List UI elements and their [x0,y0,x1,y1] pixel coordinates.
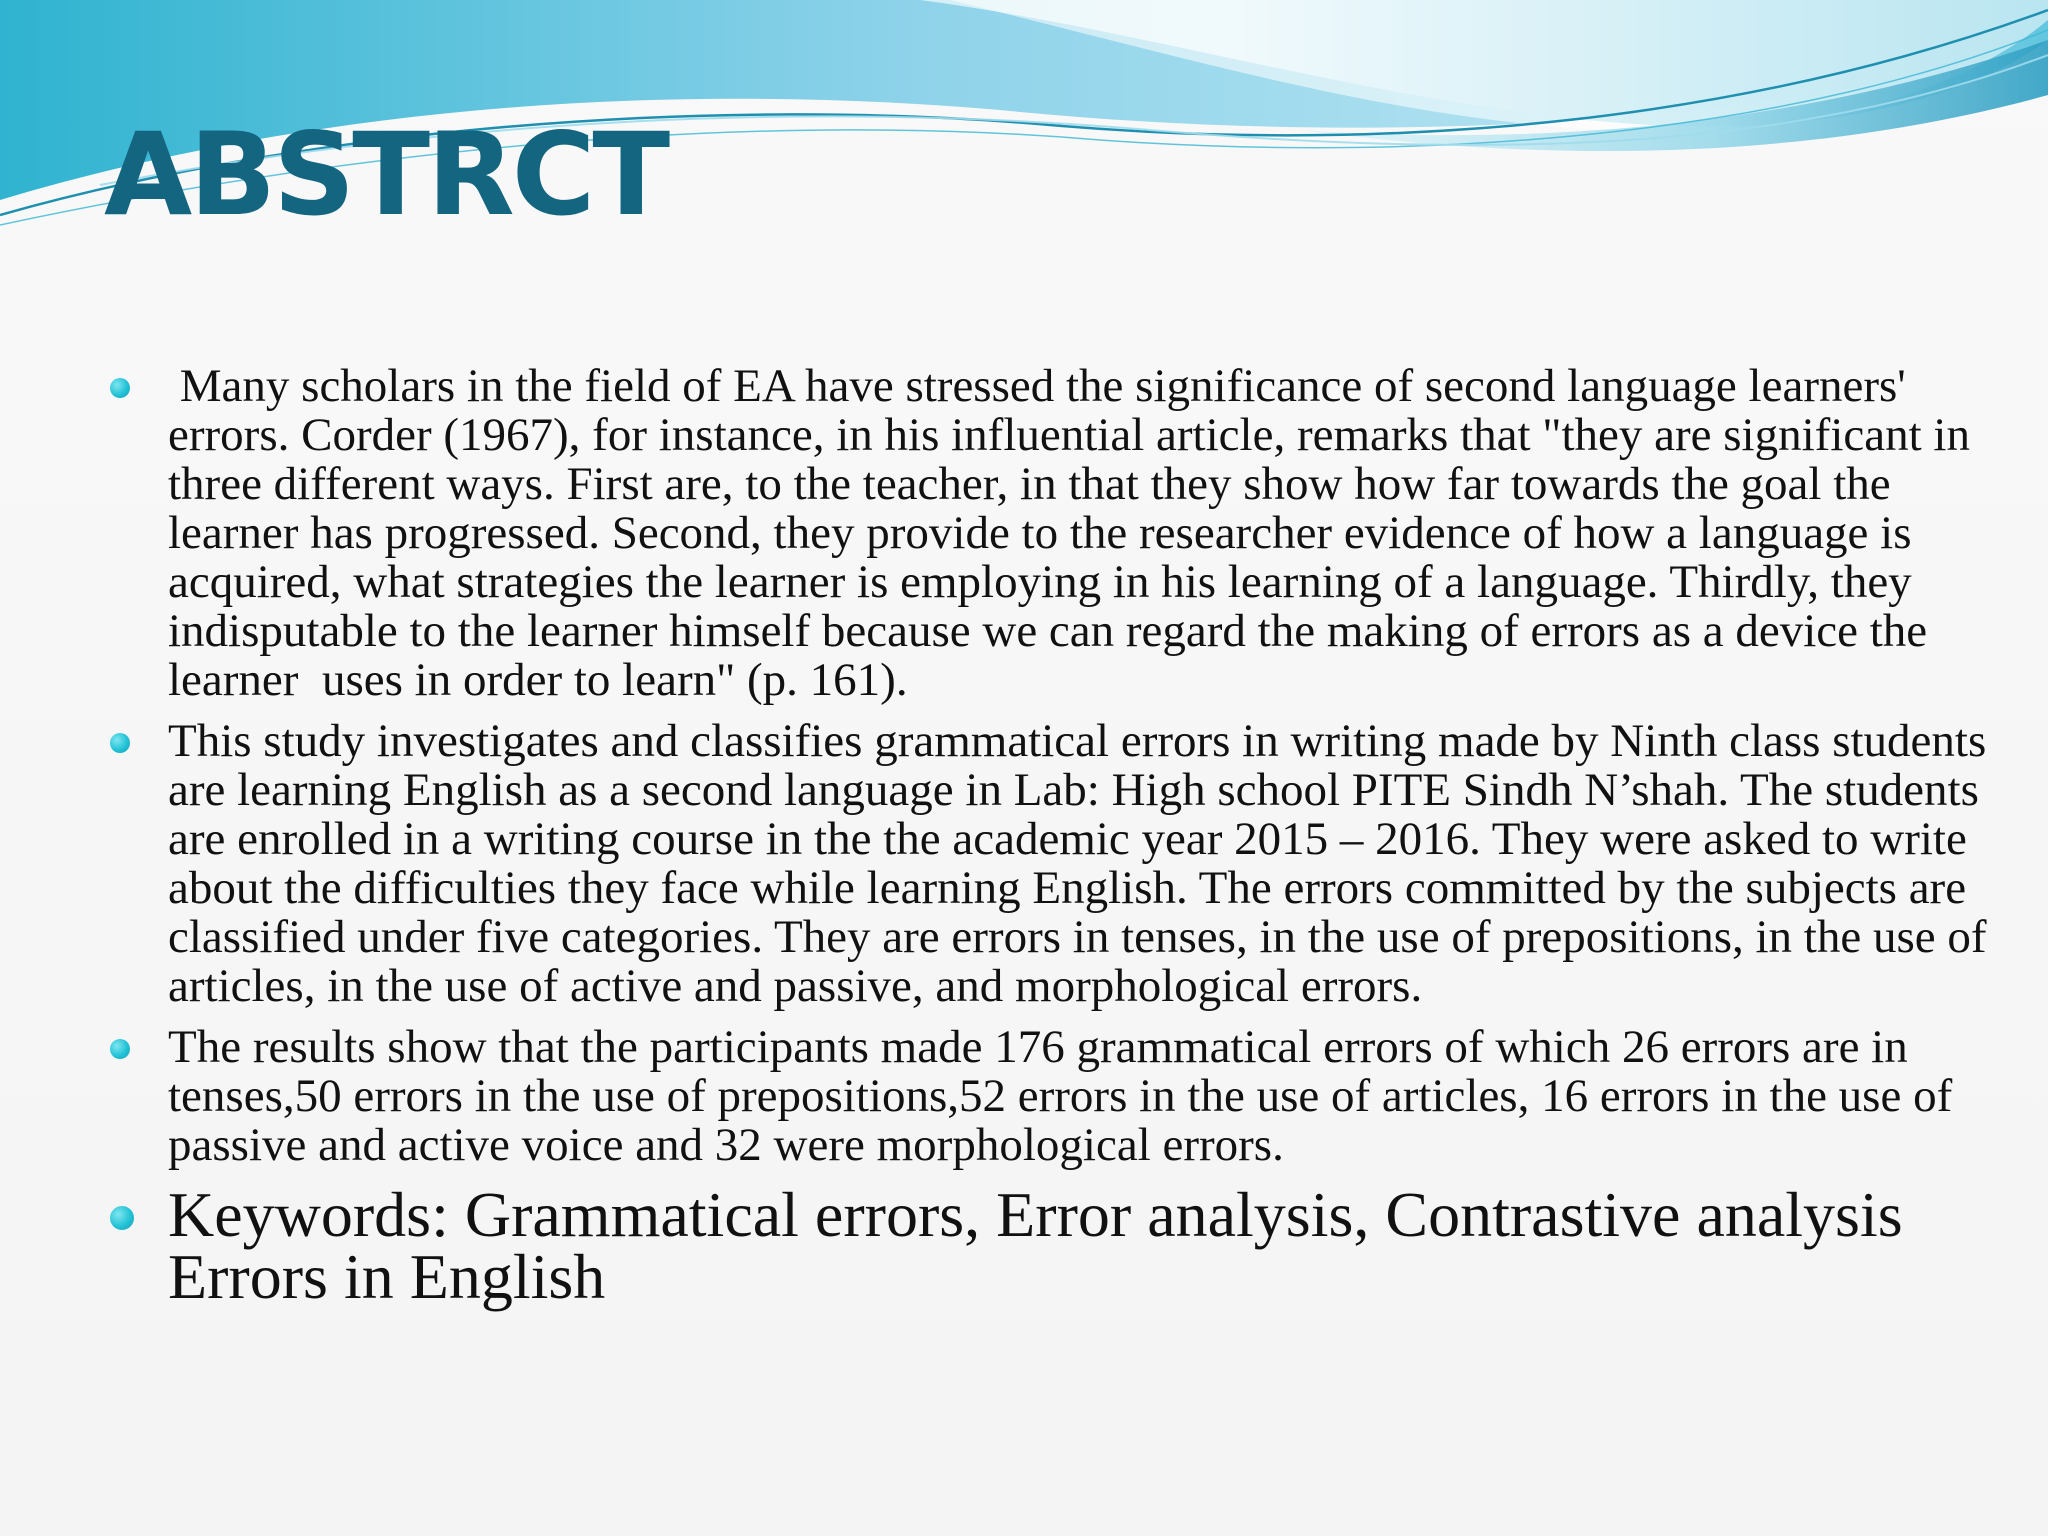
slide-title: ABSTRCT [104,108,668,241]
bullet-text: This study investigates and classifies grammatical errors in writing made by Ninth class students are learning English as a second language in Lab: High school PITE Sindh N’shah. The students are enrolled in a writing course in the the academic year 2015 – 2016. They were asked to write about the difficulties they face while learning English. The errors committed by the subjects are classified under five categories. They are errors in tenses, in the use of prepositions, in the use of articles, in the use of active and passive, and morphological errors. [168,715,1999,1012]
bullet-text: The results show that the participants made 176 grammatical errors of which 26 errors are in tenses,50 errors in the use of prepositions,52 errors in the use of articles, 16 errors in the use of passive and active voice and 32 were morphological errors. [168,1021,1964,1171]
abstract-bullet-list [0,362,2048,1320]
keywords-text: Keywords: Grammatical errors, Error analysis, Contrastive analysis Errors in English [168,1179,1919,1312]
bullet-dot-icon [110,1206,134,1230]
bullet-dot-icon [110,733,130,753]
bullet-item [0,717,2048,1011]
bullet-dot-icon [110,378,130,398]
bullet-dot-icon [110,1039,130,1059]
keywords-bullet [0,1179,2048,1312]
bullet-text: Many scholars in the field of EA have stressed the significance of second language learners' errors. Corder (1967), for instance, in his influential article, remarks that "they are significant in three different ways. First are, to the teacher, in that they show how far towards the goal the learner has progressed. Second, they provide to the researcher evidence of how a language is acquired, what strategies the learner is employing in his learning of a language. Thirdly, they indisputable to the learner himself because we can regard the making of errors as a device the learner uses in order to learn" (p. 161). [168,360,1982,706]
bullet-item [0,362,2048,705]
bullet-item [0,1023,2048,1170]
